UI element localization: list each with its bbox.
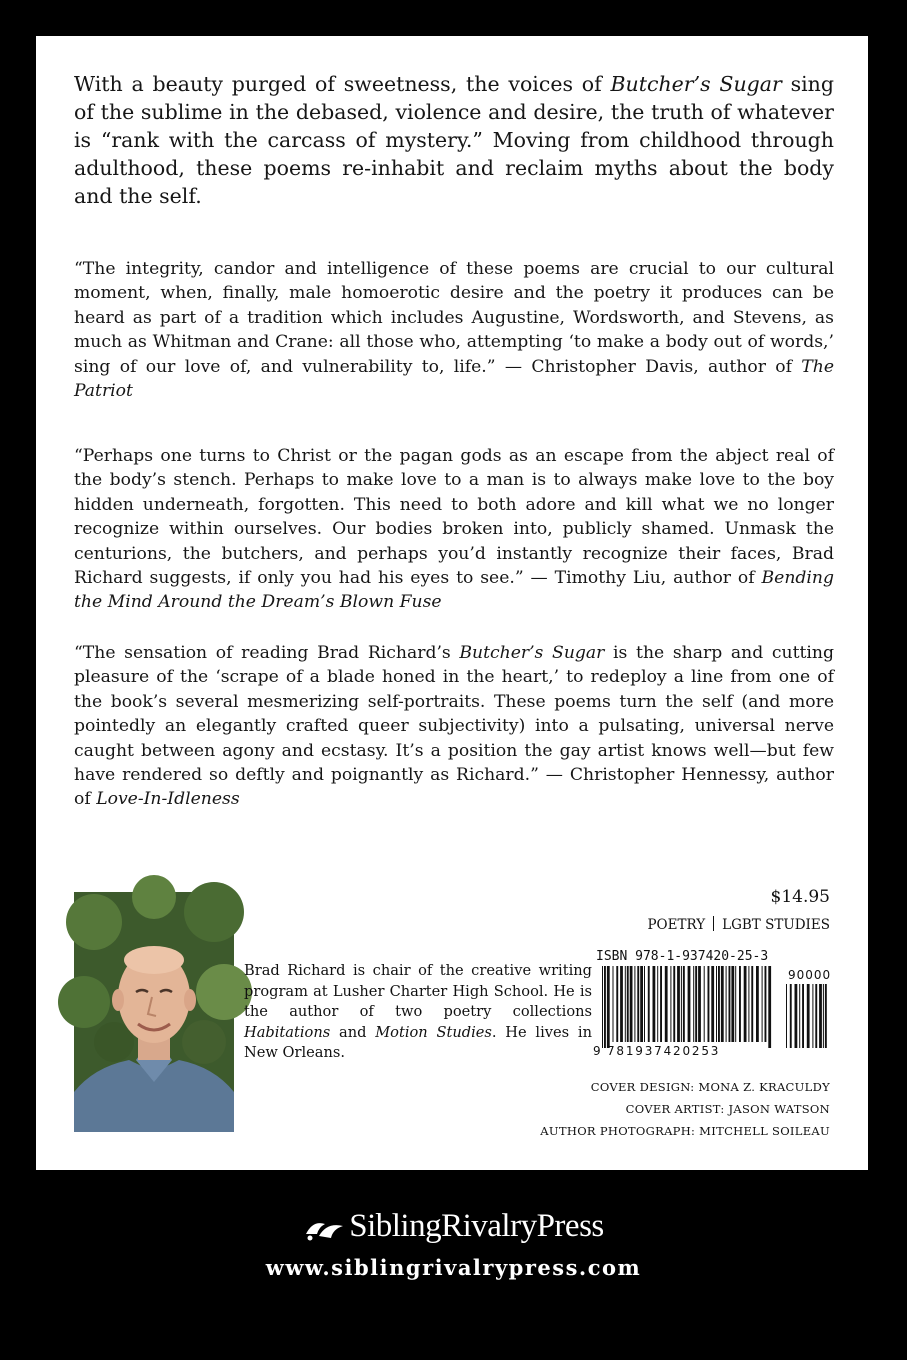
barcode-bar	[807, 984, 810, 1048]
barcode-bar	[799, 984, 800, 1048]
price: $14.95	[770, 887, 830, 907]
barcode-bar	[823, 984, 824, 1048]
barcode-bar	[670, 966, 671, 1042]
barcode-bar	[648, 966, 650, 1042]
barcode-bar	[708, 966, 710, 1042]
barcode-bar	[625, 966, 626, 1042]
barcode-bar	[751, 966, 753, 1042]
barcode-bar	[613, 966, 614, 1042]
barcode-bar	[640, 966, 643, 1042]
ean-bars	[602, 966, 771, 1048]
barcode-bar	[681, 966, 682, 1042]
barcode-bar	[657, 966, 658, 1042]
barcode-bar	[616, 966, 618, 1042]
barcode-bar	[744, 966, 747, 1042]
barcode-bar	[729, 966, 731, 1042]
book-title: Butcher’s Sugar	[610, 72, 782, 96]
barcode-bar	[698, 966, 701, 1042]
barcode-bar	[627, 966, 629, 1042]
barcode-bar	[602, 966, 603, 1048]
barcode-bar	[802, 984, 804, 1048]
publisher-name: SiblingRivalryPress	[349, 1208, 604, 1244]
credit-cover-artist: COVER ARTIST: JASON WATSON	[625, 1102, 830, 1116]
barcode-bar	[634, 966, 635, 1042]
book-description: With a beauty purged of sweetness, the voices of Butcher’s Sugar sing of the sublime in the debased, violence and desire, the truth of whatever is “rank with the carcass of mystery.” Moving from childhood through adulthood, these poems re-inhabit and reclaim myths about the body and the self.	[74, 72, 834, 208]
barcode-bar	[711, 966, 714, 1042]
publisher-logo	[0, 1208, 907, 1246]
ean-number: 781937420253	[607, 1044, 721, 1058]
barcode-bar	[673, 966, 675, 1042]
barcode-bar	[825, 984, 827, 1048]
barcode-bar	[604, 966, 606, 1048]
isbn-barcode	[594, 948, 830, 1058]
bird-icon	[303, 1212, 349, 1242]
barcode-bar	[721, 966, 724, 1042]
back-cover-panel	[36, 36, 868, 1170]
barcode-bar	[735, 966, 736, 1042]
barcode-bar	[644, 966, 645, 1042]
publisher-url[interactable]: www.siblingrivalrypress.com	[265, 1255, 642, 1280]
barcode-bar	[756, 966, 759, 1042]
barcode-bar	[695, 966, 697, 1042]
barcode-bar	[795, 984, 798, 1048]
barcode-bar	[716, 966, 717, 1042]
barcode-bar	[660, 966, 662, 1042]
barcode-bar	[704, 966, 705, 1042]
blurb-davis: “The integrity, candor and intelligence of these poems are crucial to our cultural moment, when, finally, male homoerotic desire and the poetry it produces can be heard as part of a tradition which includes Augustine, Wordsworth, and Stevens, as much as Whitman and Crane: all those who, attempting ‘to make a body out of words,’ sing of our love of, and vulnerability to, life.” — Christopher Davis, author of The Patriot	[74, 259, 834, 402]
barcode-bar	[812, 984, 813, 1048]
barcode-bar	[731, 966, 734, 1042]
category-labels: POETRY LGBT STUDIES	[647, 917, 830, 933]
barcode-bar	[677, 966, 680, 1042]
barcode-bar	[718, 966, 720, 1042]
barcode-bar	[630, 966, 633, 1042]
barcode-bar	[739, 966, 741, 1042]
barcode-bar	[693, 966, 694, 1042]
isbn-label: ISBN 978-1-937420-25-3	[596, 949, 769, 964]
barcode-bar	[607, 966, 610, 1048]
barcode-bar	[815, 984, 817, 1048]
blurb-hennessy: “The sensation of reading Brad Richard’s Butcher’s Sugar is the sharp and cutting pleasure of the ‘scrape of a blade honed in the heart,’ to redeploy a line from one of the book’s several mesmerizing self-portraits. These poems turn the self (and more pointedly an elegantly crafted queer subjectivity) into a pulsating, universal nerve caught between agony and ecstasy. It’s a position the gay artist knows well—but few have rendered so deftly and poignantly as Richard.” — Christopher Hennessy, author of Love-In-Idleness	[74, 643, 834, 810]
addon-number: 90000	[788, 968, 832, 982]
barcode-bar	[786, 984, 787, 1048]
barcode-bar	[790, 984, 792, 1048]
credit-author-photo: AUTHOR PHOTOGRAPH: MITCHELL SOILEAU	[540, 1124, 830, 1138]
blurb-liu: “Perhaps one turns to Christ or the pagan gods as an escape from the abject real of the body’s stench. Perhaps to make love to a man is to always make love to the boy hidden underneath, forgotten. This need to both adore and kill what we no longer recognize within ourselves. Our bodies broken into, publicly shamed. Unmask the centurions, the butchers, and perhaps you’d instantly recognize their faces, Brad Richard suggests, if only you had his eyes to see.” — Timothy Liu, author of Bending the Mind Around the Dream’s Blown Fuse	[74, 446, 834, 613]
credit-cover-design: COVER DESIGN: MONA Z. KRACULDY	[590, 1080, 830, 1094]
author-photo	[74, 892, 234, 1132]
author-bio: Brad Richard is chair of the creative writing program at Lusher Charter High School. He is the author of two poetry collections Habitations and Motion Studies. He lives in New Orleans.	[244, 962, 592, 1061]
barcode-bar	[637, 966, 639, 1042]
barcode-bar	[765, 966, 767, 1042]
barcode-bar	[762, 966, 763, 1042]
barcode-bar	[726, 966, 727, 1042]
barcode-bar	[688, 966, 691, 1042]
barcode-bar	[748, 966, 749, 1042]
ean-lead-digit: 9	[593, 1044, 601, 1058]
category-divider	[713, 916, 714, 931]
barcode-bar	[683, 966, 685, 1042]
barcode-bar	[819, 984, 822, 1048]
barcode-bar	[768, 966, 771, 1048]
addon-bars	[786, 984, 827, 1048]
barcode-bar	[665, 966, 668, 1042]
barcode-bar	[653, 966, 656, 1042]
barcode-bar	[620, 966, 623, 1042]
